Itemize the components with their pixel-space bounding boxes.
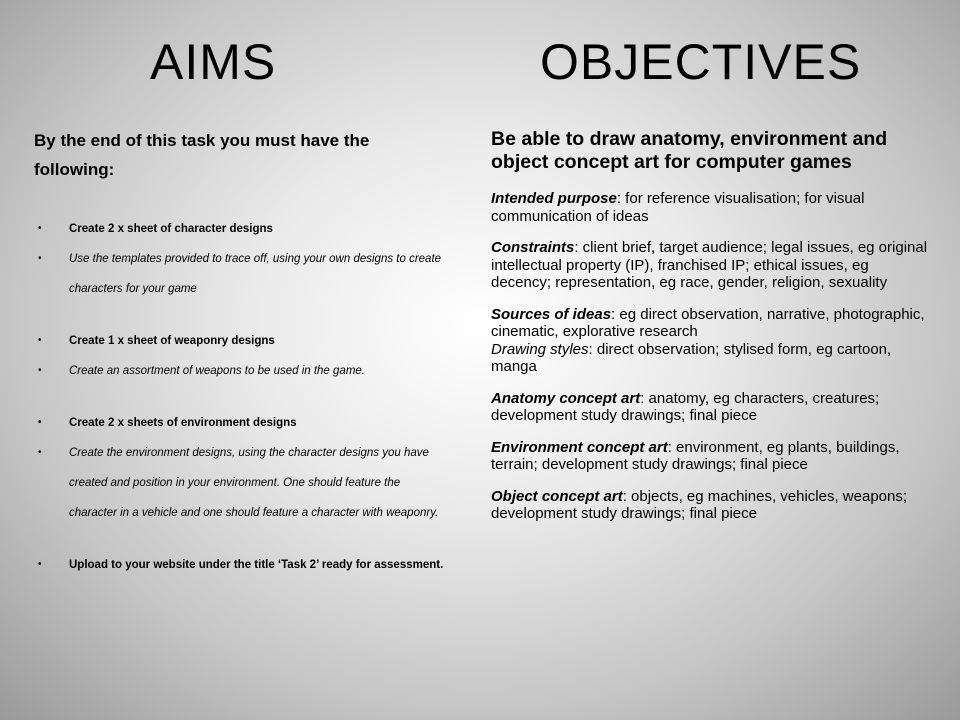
drawing-styles-paragraph: [491, 341, 931, 376]
intended-purpose-paragraph: [491, 190, 931, 225]
aims-list: [34, 214, 444, 580]
objectives-title: OBJECTIVES: [540, 34, 862, 90]
environment-text: : environment, eg plants, buildings, terrain; development study drawings; final piece: [491, 438, 900, 473]
sources-paragraph: [491, 306, 931, 341]
aims-item: • Create 2 x sheets of environment designs: [34, 408, 444, 438]
aims-intro: By the end of this task you must have the following:: [34, 131, 370, 179]
sources-text: : eg direct observation, narrative, photographic, cinematic, explorative research: [491, 305, 925, 340]
aims-column: [34, 126, 444, 580]
environment-paragraph: [491, 439, 931, 474]
object-paragraph: [491, 488, 931, 523]
aims-title: AIMS: [150, 34, 277, 90]
drawing-styles-label: Drawing styles: [491, 340, 589, 358]
aims-item: • Create an assortment of weapons to be used in the game.: [34, 356, 444, 386]
aims-item: • Create the environment designs, using the character designs you have created and position in your environment. One should feature the character in a vehicle and one should feature a character with weaponry.: [34, 438, 444, 528]
objectives-heading: Be able to draw anatomy, environment and object concept art for computer games: [491, 128, 888, 173]
constraints-label: Constraints: [491, 239, 575, 256]
intended-purpose-label: Intended purpose: [491, 190, 617, 207]
aims-item: • Create 1 x sheet of weaponry designs: [34, 326, 444, 356]
sources-label: Sources of ideas: [491, 305, 612, 323]
constraints-text: : client brief, target audience; legal issues, eg original intellectual property (IP), franchised IP; ethical issues, eg decency; representation, eg race, gender, religion, sexuality: [491, 239, 928, 291]
drawing-styles-text: : direct observation; stylised form, eg cartoon, manga: [491, 340, 892, 375]
anatomy-text: : anatomy, eg characters, creatures; development study drawings; final piece: [491, 389, 880, 424]
aims-item: • Upload to your website under the title ‘Task 2’ ready for assessment.: [34, 550, 444, 580]
anatomy-label: Anatomy concept art: [491, 389, 641, 407]
constraints-paragraph: [491, 239, 931, 292]
object-text: : objects, eg machines, vehicles, weapons; development study drawings; final piece: [491, 487, 908, 522]
object-label: Object concept art: [491, 487, 623, 505]
intended-purpose-text: : for reference visualisation; for visual communication of ideas: [491, 190, 865, 225]
aims-item: • Use the templates provided to trace off, using your own designs to create characters for your game: [34, 244, 444, 304]
aims-item: • Create 2 x sheet of character designs: [34, 214, 444, 244]
environment-label: Environment concept art: [491, 438, 668, 456]
objectives-column: [491, 128, 931, 537]
anatomy-paragraph: [491, 390, 931, 425]
